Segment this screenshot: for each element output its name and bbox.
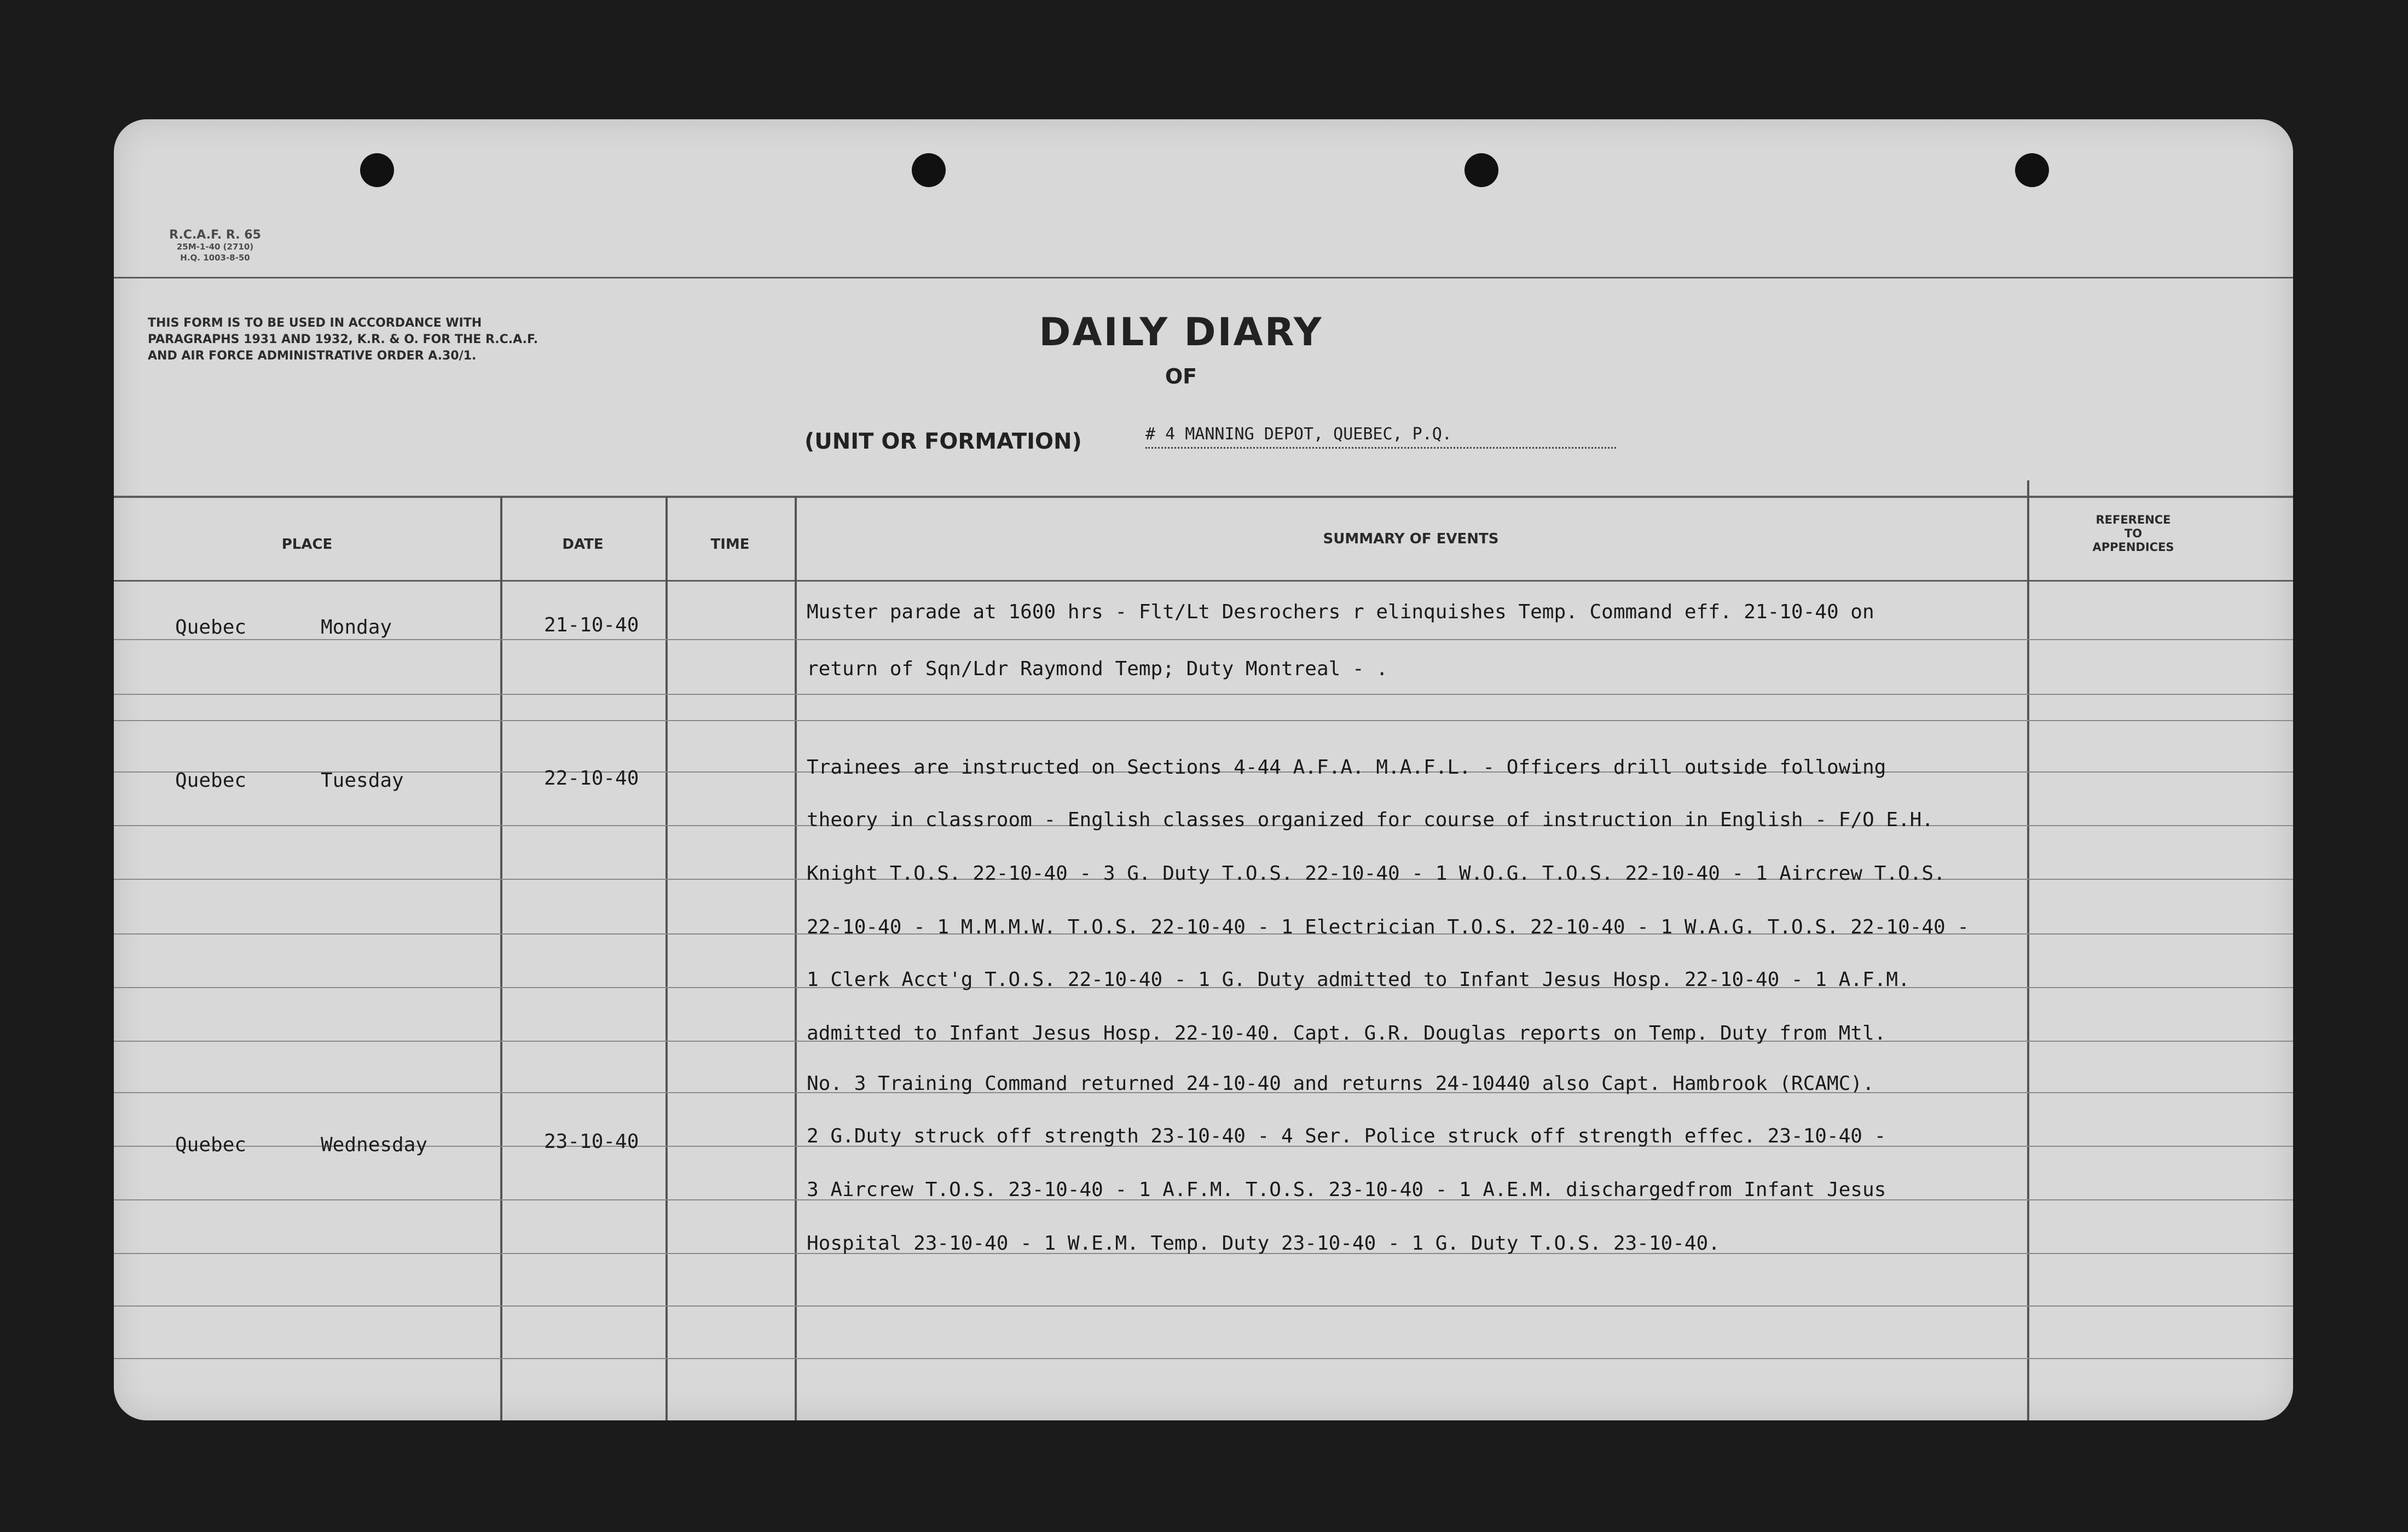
ruled-line bbox=[114, 720, 2293, 721]
punch-hole bbox=[1465, 153, 1498, 187]
summary-line: 3 Aircrew T.O.S. 23-10-40 - 1 A.F.M. T.O.S. 23-10-40 - 1 A.E.M. dischargedfrom Infant Jesus bbox=[807, 1179, 1886, 1201]
diary-sheet bbox=[114, 119, 2293, 1420]
column-header-rule bbox=[114, 580, 2293, 582]
summary-line: Knight T.O.S. 22-10-40 - 3 G. Duty T.O.S. 22-10-40 - 1 W.O.G. T.O.S. 22-10-40 - 1 Aircrew T.O.S. bbox=[807, 862, 1946, 885]
summary-line: 2 G.Duty struck off strength 23-10-40 - 4 Ser. Police struck off strength effec. 23-10-40 - bbox=[807, 1125, 1886, 1147]
summary-line: return of Sqn/Ldr Raymond Temp; Duty Montreal - . bbox=[807, 658, 1388, 680]
form-print-ref: 25M-1-40 (2710) bbox=[176, 242, 254, 252]
entry-date: 23-10-40 bbox=[544, 1130, 639, 1153]
entry-day: Monday bbox=[321, 616, 392, 639]
ruled-line bbox=[114, 639, 2293, 640]
summary-line: theory in classroom - English classes organized for course of instruction in English - F/O E.H. bbox=[807, 809, 1934, 831]
entry-place: Quebec bbox=[175, 1134, 247, 1156]
summary-line: admitted to Infant Jesus Hosp. 22-10-40. Capt. G.R. Douglas reports on Temp. Duty from Mtl. bbox=[807, 1022, 1886, 1044]
column-rule-place bbox=[500, 496, 502, 1420]
punch-hole bbox=[360, 153, 394, 187]
summary-line: Hospital 23-10-40 - 1 W.E.M. Temp. Duty 23-10-40 - 1 G. Duty T.O.S. 23-10-40. bbox=[807, 1232, 1720, 1255]
column-header-summary: SUMMARY OF EVENTS bbox=[1323, 531, 1499, 547]
punch-hole bbox=[2015, 153, 2049, 187]
entry-day: Tuesday bbox=[321, 769, 404, 792]
diary-title: DAILY DIARY bbox=[1039, 310, 1323, 355]
form-number: R.C.A.F. R. 65 bbox=[169, 228, 261, 242]
ruled-line bbox=[114, 694, 2293, 695]
entry-place: Quebec bbox=[175, 616, 247, 639]
summary-line: 22-10-40 - 1 M.M.M.W. T.O.S. 22-10-40 - 1 Electrician T.O.S. 22-10-40 - 1 W.A.G. T.O.S. 22-10-40 - bbox=[807, 916, 1970, 938]
summary-line: Trainees are instructed on Sections 4-44 A.F.A. M.A.F.L. - Officers drill outside following bbox=[807, 756, 1886, 779]
usage-note: THIS FORM IS TO BE USED IN ACCORDANCE WITH PARAGRAPHS 1931 AND 1932, K.R. & O. FOR THE R.C.A.F. AND AIR FORCE ADMINISTRATIVE ORDER A.30/1. bbox=[148, 316, 539, 363]
column-header-place: PLACE bbox=[281, 536, 333, 553]
unit-value: # 4 MANNING DEPOT, QUEBEC, P.Q. bbox=[1145, 425, 1616, 449]
table-top-rule bbox=[114, 496, 2293, 498]
entry-date: 22-10-40 bbox=[544, 767, 639, 790]
column-header-date: DATE bbox=[562, 536, 604, 553]
entry-place: Quebec bbox=[175, 769, 247, 792]
summary-line: Muster parade at 1600 hrs - Flt/Lt Desrochers r elinquishes Temp. Command eff. 21-10-40 on bbox=[807, 601, 1874, 623]
column-header-reference: REFERENCE TO APPENDICES bbox=[2092, 513, 2174, 554]
unit-label: (UNIT OR FORMATION) bbox=[804, 429, 1082, 454]
diary-of: OF bbox=[1165, 364, 1197, 388]
summary-line: No. 3 Training Command returned 24-10-40 and returns 24-10440 also Capt. Hambrook (RCAMC). bbox=[807, 1072, 1874, 1095]
ruled-line bbox=[114, 1358, 2293, 1359]
column-rule-summary bbox=[2027, 480, 2029, 1420]
ruled-line bbox=[114, 1305, 2293, 1307]
column-header-time: TIME bbox=[710, 536, 750, 553]
column-rule-time bbox=[795, 496, 797, 1420]
form-hq-ref: H.Q. 1003-8-50 bbox=[180, 253, 250, 263]
punch-hole bbox=[912, 153, 946, 187]
header-top-rule bbox=[114, 277, 2293, 278]
summary-line: 1 Clerk Acct'g T.O.S. 22-10-40 - 1 G. Duty admitted to Infant Jesus Hosp. 22-10-40 - 1 A.F.M. bbox=[807, 968, 1910, 991]
entry-date: 21-10-40 bbox=[544, 614, 639, 636]
entry-day: Wednesday bbox=[321, 1134, 428, 1156]
column-rule-date bbox=[665, 496, 668, 1420]
